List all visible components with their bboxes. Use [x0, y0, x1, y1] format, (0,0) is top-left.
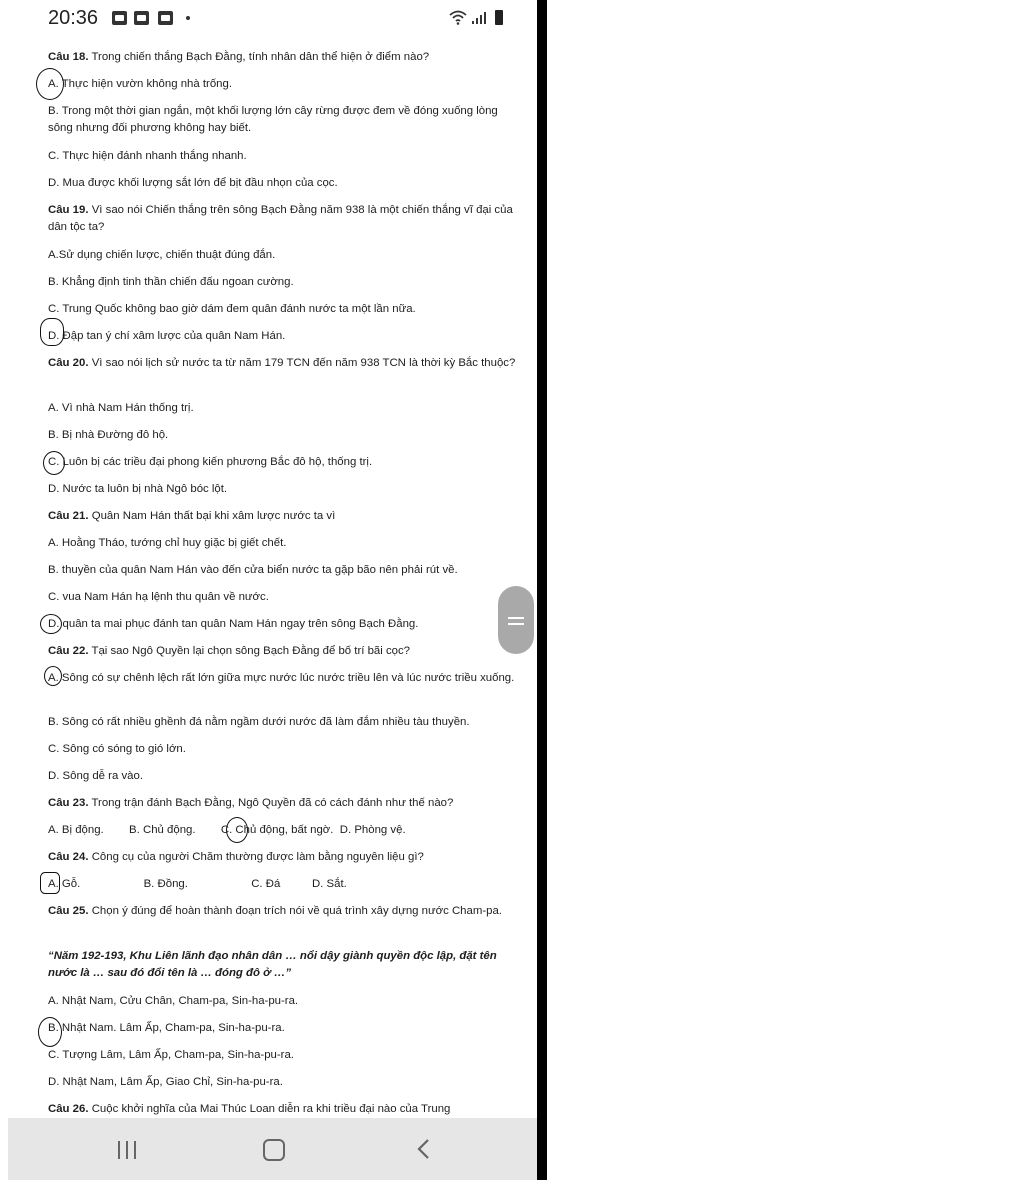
q22-option-c: C. Sông có sóng to gió lớn. [48, 743, 186, 755]
question-23-text: Trong trận đánh Bạch Đằng, Ngô Quyền đã có cách đánh như thế nào? [91, 797, 454, 809]
q21-option-a: A. Hoằng Tháo, tướng chỉ huy giặc bị giết chết. [48, 537, 287, 549]
q25-quote: “Năm 192-193, Khu Liên lãnh đạo nhân dân … nổi dậy giành quyền độc lập, đặt tên nước là … sau đó đổi tên là … đóng đô ở …” [48, 950, 497, 979]
question-26: Câu 26. Cuộc khởi nghĩa của Mai Thúc Loan diễn ra khi triều đại nào của Trung [48, 1103, 451, 1115]
more-notifications-dot-icon [186, 16, 190, 20]
q19-option-d: D. Đập tan ý chí xâm lược của quân Nam Hán. [48, 330, 286, 342]
q20-option-a: A. Vì nhà Nam Hán thống trị. [48, 402, 194, 414]
q18-option-c: C. Thực hiện đánh nhanh thắng nhanh. [48, 150, 247, 162]
q25-option-d: D. Nhật Nam, Lâm Ấp, Giao Chỉ, Sin-ha-pu-ra. [48, 1076, 283, 1088]
wifi-icon [448, 9, 468, 25]
question-19: Câu 19. Vì sao nói Chiến thắng trên sông Bạch Đằng năm 938 là một chiến thắng vĩ đại của dân tộc ta? [48, 204, 513, 233]
q20-option-b: B. Bị nhà Đường đô hộ. [48, 429, 169, 441]
q19-option-a: A.Sử dụng chiến lược, chiến thuật đúng đắn. [48, 249, 276, 261]
question-20-text: Vì sao nói lịch sử nước ta từ năm 179 TCN đến năm 938 TCN là thời kỳ Bắc thuộc? [91, 357, 516, 369]
q25-option-b: B. Nhật Nam. Lâm Ấp, Cham-pa, Sin-ha-pu-ra. [48, 1022, 285, 1034]
answer-mark-q23 [226, 817, 248, 843]
status-bar [8, 0, 537, 38]
answer-mark-q24 [40, 872, 60, 894]
question-25-text: Chọn ý đúng để hoàn thành đoạn trích nói về quá trình xây dựng nước Cham-pa. [91, 905, 502, 917]
q22-option-d: D. Sông dễ ra vào. [48, 770, 143, 782]
gallery-icon [134, 11, 149, 25]
answer-mark-q19 [40, 318, 64, 346]
question-19-text: Vì sao nói Chiến thắng trên sông Bạch Đằng năm 938 là một chiến thắng vĩ đại của dân tộc ta? [48, 204, 513, 233]
answer-mark-q20 [43, 451, 65, 475]
question-24-text: Công cụ của người Chăm thường được làm bằng nguyên liệu gì? [91, 851, 424, 863]
q20-option-d: D. Nước ta luôn bị nhà Ngô bóc lột. [48, 483, 228, 495]
q22-option-b: B. Sông có rất nhiều ghềnh đá nằm ngầm dưới nước đã làm đắm nhiều tàu thuyền. [48, 716, 470, 728]
navigation-bar [8, 1118, 537, 1180]
question-22-text: Tại sao Ngô Quyền lại chọn sông Bạch Đằng để bố trí bãi cọc? [91, 645, 410, 657]
question-22: Câu 22. Tại sao Ngô Quyền lại chọn sông Bạch Đằng để bố trí bãi cọc? [48, 645, 410, 657]
question-18: Câu 18. Trong chiến thắng Bạch Đằng, tính nhân dân thể hiện ở điểm nào? [48, 51, 430, 63]
zalo-icon [112, 11, 127, 25]
question-23: Câu 23. Trong trận đánh Bạch Đằng, Ngô Quyền đã có cách đánh như thế nào? [48, 797, 454, 809]
question-21-text: Quân Nam Hán thất bại khi xâm lược nước ta vì [91, 510, 336, 522]
answer-mark-q21 [40, 614, 62, 634]
scroll-handle[interactable] [498, 586, 534, 654]
question-24: Câu 24. Công cụ của người Chăm thường được làm bằng nguyên liệu gì? [48, 851, 424, 863]
screen-right-edge [537, 0, 547, 1180]
recent-apps-icon[interactable] [116, 1140, 138, 1160]
question-26-text: Cuộc khởi nghĩa của Mai Thúc Loan diễn ra khi triều đại nào của Trung [91, 1103, 451, 1115]
battery-icon [495, 10, 503, 25]
status-time: 20:36 [48, 7, 99, 29]
q18-option-b: B. Trong một thời gian ngắn, một khối lượng lớn cây rừng được đem về đóng xuống lòng sông nhưng đối phương không hay biết. [48, 105, 498, 134]
q18-option-a: A. Thực hiện vườn không nhà trống. [48, 78, 232, 90]
question-20: Câu 20. Vì sao nói lịch sử nước ta từ năm 179 TCN đến năm 938 TCN là thời kỳ Bắc thuộc? [48, 357, 516, 369]
q18-option-d: D. Mua được khối lượng sắt lớn để bịt đầu nhọn của cọc. [48, 177, 338, 189]
q22-option-a: A. Sông có sự chênh lệch rất lớn giữa mực nước lúc nước triều lên và lúc nước triều xuống. [48, 672, 515, 684]
back-icon[interactable] [416, 1138, 432, 1160]
q21-option-c: C. vua Nam Hán hạ lệnh thu quân về nước. [48, 591, 269, 603]
q19-option-c: C. Trung Quốc không bao giờ dám đem quân đánh nước ta một lần nữa. [48, 303, 416, 315]
answer-mark-q25 [38, 1017, 62, 1047]
home-icon[interactable] [263, 1139, 285, 1161]
q19-option-b: B. Khẳng định tinh thần chiến đấu ngoan cường. [48, 276, 294, 288]
answer-mark-q18 [36, 68, 64, 100]
q21-option-d: D. quân ta mai phục đánh tan quân Nam Hán ngay trên sông Bạch Đằng. [48, 618, 419, 630]
q25-option-c: C. Tượng Lâm, Lâm Ấp, Cham-pa, Sin-ha-pu-ra. [48, 1049, 294, 1061]
question-21: Câu 21. Quân Nam Hán thất bại khi xâm lược nước ta vì [48, 510, 336, 522]
answer-mark-q22 [44, 666, 62, 686]
question-18-text: Trong chiến thắng Bạch Đằng, tính nhân dân thể hiện ở điểm nào? [91, 51, 430, 63]
q25-option-a: A. Nhật Nam, Cửu Chân, Cham-pa, Sin-ha-pu-ra. [48, 995, 299, 1007]
q20-option-c: C. Luôn bị các triều đại phong kiến phương Bắc đô hộ, thống trị. [48, 456, 373, 468]
q24-options: A. Gỗ. B. Đồng. C. Đá D. Sắt. [48, 878, 347, 890]
question-25: Câu 25. Chọn ý đúng để hoàn thành đoạn trích nói về quá trình xây dựng nước Cham-pa. [48, 905, 502, 917]
q21-option-b: B. thuyền của quân Nam Hán vào đến cửa biển nước ta gặp bão nên phải rút về. [48, 564, 458, 576]
app-icon [158, 11, 173, 25]
signal-icon [471, 10, 491, 26]
q23-options: A. Bị động. B. Chủ động. C. Chủ động, bất ngờ. D. Phòng vệ. [48, 824, 406, 836]
